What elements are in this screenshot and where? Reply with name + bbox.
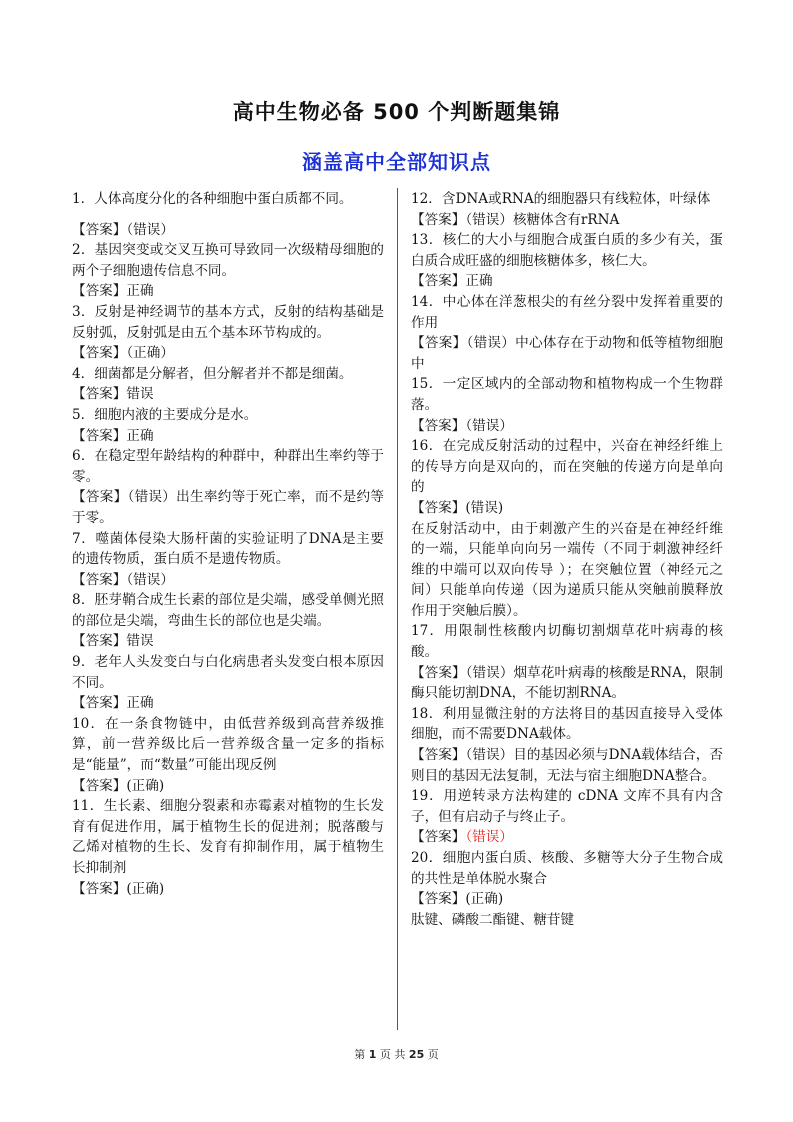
answer-8: 【答案】错误 [72, 633, 154, 650]
answer-3: 【答案】（正确） [72, 345, 174, 362]
answer-20: 【答案】(正确) [411, 891, 504, 908]
footer-suffix: 页 [424, 1048, 439, 1061]
answer-15: 【答案】（错误） [411, 417, 513, 434]
answer-12: 【答案】（错误）核糖体含有rRNA [411, 211, 620, 228]
question-15: 15．一定区域内的全部动物和植物构成一个生物群落。 [411, 376, 723, 413]
explanation-16: 在反射活动中，由于刺激产生的兴奋是在神经纤维的一端，只能单向向另一端传（不同于刺激神经纤维的中端可以双向传导 ）；在突触位置（神经元之间）只能单向传递（因为递质只能从突触前膜释放作用于突触后膜）。 [411, 520, 723, 619]
left-column [72, 189, 384, 899]
question-18: 18．利用显微注射的方法将目的基因直接导入受体细胞，而不需要DNA载体。 [411, 705, 723, 743]
question-16: 16．在完成反射活动的过程中，兴奋在神经纤维上的传导方向是双向的，而在突触的传递方向是单向的 [411, 438, 723, 496]
question-10: 10．在一条食物链中，由低营养级到高营养级推算，前一营养级比后一营养级含量一定多的指标是“能量”，而“数量”可能出现反例 [72, 715, 384, 774]
question-1: 1．人体高度分化的各种细胞中蛋白质都不同。 [72, 191, 353, 207]
answer-17: 【答案】（错误）烟草花叶病毒的核酸是RNA，限制酶只能切割DNA，不能切割RNA。 [411, 664, 723, 702]
answer-19-label: 【答案】 [411, 829, 466, 846]
question-8: 8．胚芽鞘合成生长素的部位是尖端，感受单侧光照的部位是尖端，弯曲生长的部位也是尖端。 [72, 592, 384, 629]
question-11: 11．生长素、细胞分裂素和赤霉素对植物的生长发育有促进作用，属于植物生长的促进剂；脱落酸与乙烯对植物的生长、发育有抑制作用，属于植物生长抑制剂 [72, 798, 384, 876]
right-column [411, 189, 723, 930]
answer-14: 【答案】（错误）中心体存在于动物和低等植物细胞中 [411, 335, 723, 372]
question-5: 5．细胞内液的主要成分是水。 [72, 406, 258, 423]
question-20: 20．细胞内蛋白质、核酸、多糖等大分子生物合成的共性是单体脱水聚合 [411, 850, 723, 887]
answer-18: 【答案】（错误）目的基因必须与DNA载体结合，否则目的基因无法复制，无法与宿主细胞DNA整合。 [411, 747, 723, 784]
question-14: 14．中心体在洋葱根尖的有丝分裂中发挥着重要的作用 [411, 293, 723, 331]
page-title: 高中生物必备 500 个判断题集锦 [232, 100, 561, 124]
page-footer [0, 1046, 793, 1062]
answer-19-value: （错误） [465, 829, 513, 846]
answer-19 [411, 827, 723, 848]
question-4: 4．细菌都是分解者，但分解者并不都是细菌。 [72, 365, 353, 382]
question-12: 12．含DNA或RNA的细胞器只有线粒体，叶绿体 [411, 191, 711, 207]
question-19: 19．用逆转录方法构建的 cDNA 文库不具有内含子，但有启动子与终止子。 [411, 788, 723, 825]
page-subtitle: 涵盖高中全部知识点 [302, 150, 491, 174]
column-divider [397, 188, 398, 1030]
answer-9: 【答案】正确 [72, 695, 154, 712]
page-number: 1 [368, 1048, 377, 1061]
page-total: 25 [408, 1048, 425, 1061]
answer-7: 【答案】（错误） [72, 571, 174, 588]
answer-16: 【答案】(错误) [411, 499, 504, 516]
question-17: 17．用限制性核酸内切酶切割烟草花叶病毒的核酸。 [411, 623, 723, 661]
answer-5: 【答案】正确 [72, 427, 154, 444]
footer-prefix: 第 [354, 1048, 369, 1061]
question-3: 3．反射是神经调节的基本方式，反射的结构基础是反射弧，反射弧是由五个基本环节构成的。 [72, 303, 384, 341]
question-2: 2．基因突变或交叉互换可导致同一次级精母细胞的两个子细胞遗传信息不同。 [72, 242, 384, 279]
answer-6: 【答案】（错误）出生率约等于死亡率，而不是约等于零。 [72, 489, 384, 526]
question-13: 13．核仁的大小与细胞合成蛋白质的多少有关，蛋白质合成旺盛的细胞核糖体多，核仁大。 [411, 232, 723, 269]
answer-11: 【答案】(正确) [72, 880, 165, 897]
answer-4: 【答案】错误 [72, 386, 154, 403]
answer-13: 【答案】正确 [411, 273, 493, 290]
question-6: 6．在稳定型年龄结构的种群中，种群出生率约等于零。 [72, 448, 384, 485]
question-7: 7．噬菌体侵染大肠杆菌的实验证明了DNA是主要的遗传物质，蛋白质不是遗传物质。 [72, 530, 384, 568]
footer-middle: 页 共 [376, 1048, 409, 1061]
explanation-20: 肽键、磷酸二酯键、糖苷键 [411, 911, 575, 928]
question-9: 9．老年人头发变白与白化病患者头发变白根本原因不同。 [72, 654, 384, 691]
answer-10: 【答案】(正确) [72, 777, 165, 794]
answer-1: 【答案】（错误） [72, 221, 174, 238]
answer-2: 【答案】正确 [72, 283, 154, 300]
